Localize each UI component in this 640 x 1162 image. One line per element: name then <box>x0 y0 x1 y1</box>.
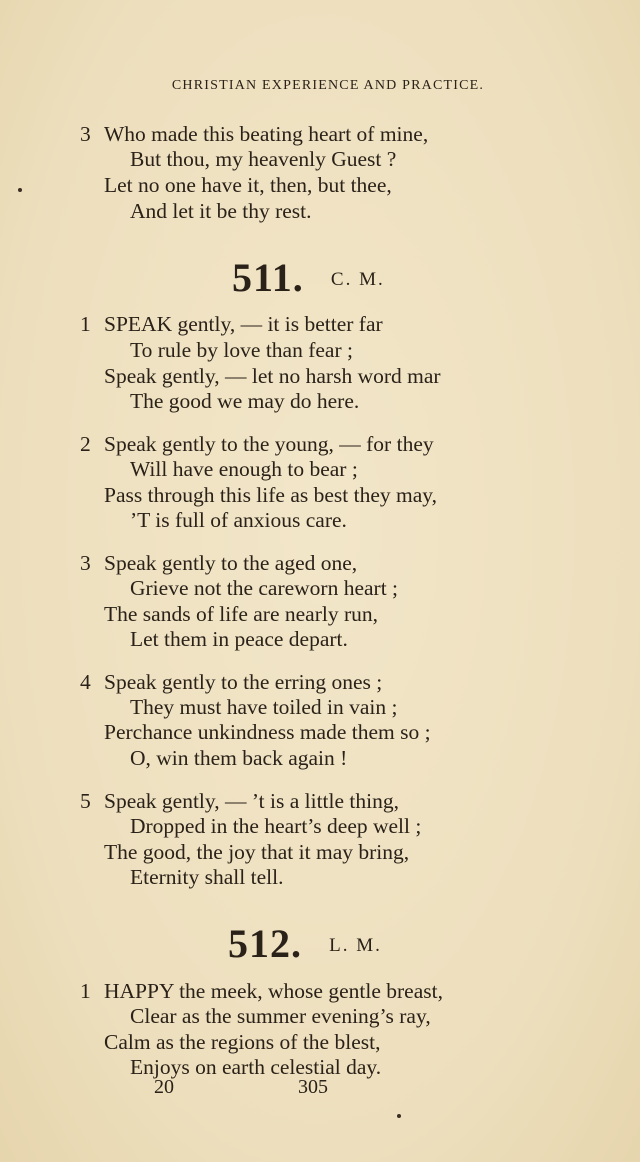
verse-number: 5 <box>80 789 91 813</box>
verse-line: And let it be thy rest. <box>130 199 312 223</box>
signature-mark: 20 <box>154 1076 174 1098</box>
verse-line: But thou, my heavenly Guest ? <box>130 147 397 171</box>
hymn-heading <box>232 254 385 301</box>
verse-line: Who made this beating heart of mine, <box>104 122 429 146</box>
verse-line: Speak gently, — ’t is a little thing, <box>104 789 399 813</box>
verse-line: Speak gently to the aged one, <box>104 551 358 575</box>
verse-number: 4 <box>80 670 91 694</box>
hymn-heading <box>228 920 382 967</box>
verse-line: Let them in peace depart. <box>130 627 348 651</box>
verse-line: Speak gently, — let no harsh word mar <box>104 364 441 388</box>
verse-line: Speak gently to the erring ones ; <box>104 670 383 694</box>
page-number: 305 <box>298 1076 328 1098</box>
ink-speck <box>18 188 22 192</box>
verse-line: To rule by love than fear ; <box>130 338 353 362</box>
verse-line: Enjoys on earth celestial day. <box>130 1055 382 1079</box>
verse-line: The good, the joy that it may bring, <box>104 840 410 864</box>
verse-line: Let no one have it, then, but thee, <box>104 173 392 197</box>
verse-number: 1 <box>80 979 91 1003</box>
verse-line: The sands of life are nearly run, <box>104 602 379 626</box>
ink-speck <box>397 1114 401 1118</box>
verse-line: Calm as the regions of the blest, <box>104 1030 381 1054</box>
verse-line: Speak gently to the young, — for they <box>104 432 434 456</box>
verse-number: 3 <box>80 122 91 146</box>
verse-number: 1 <box>80 312 91 336</box>
verse-number: 2 <box>80 432 91 456</box>
verse-line: SPEAK gently, — it is better far <box>104 312 383 336</box>
hymn-number: 511. <box>232 255 304 300</box>
hymn-meter: C. M. <box>330 269 385 290</box>
running-head: CHRISTIAN EXPERIENCE AND PRACTICE. <box>171 78 485 93</box>
verse-line: O, win them back again ! <box>130 746 348 770</box>
hymn-number: 512. <box>228 921 302 966</box>
verse-line: Dropped in the heart’s deep well ; <box>130 814 422 838</box>
verse-line: They must have toiled in vain ; <box>130 695 398 719</box>
hymn-meter: L. M. <box>329 935 382 956</box>
verse-line: Clear as the summer evening’s ray, <box>130 1004 431 1028</box>
verse-line: ’T is full of anxious care. <box>130 508 347 532</box>
verse-line: Grieve not the careworn heart ; <box>130 576 399 600</box>
verse-line: Perchance unkindness made them so ; <box>104 720 431 744</box>
verse-line: HAPPY the meek, whose gentle breast, <box>104 979 443 1003</box>
verse-line: Eternity shall tell. <box>130 865 284 889</box>
verse-line: The good we may do here. <box>130 389 360 413</box>
verse-number: 3 <box>80 551 91 575</box>
verse-line: Will have enough to bear ; <box>130 457 358 481</box>
verse-line: Pass through this life as best they may, <box>104 483 438 507</box>
